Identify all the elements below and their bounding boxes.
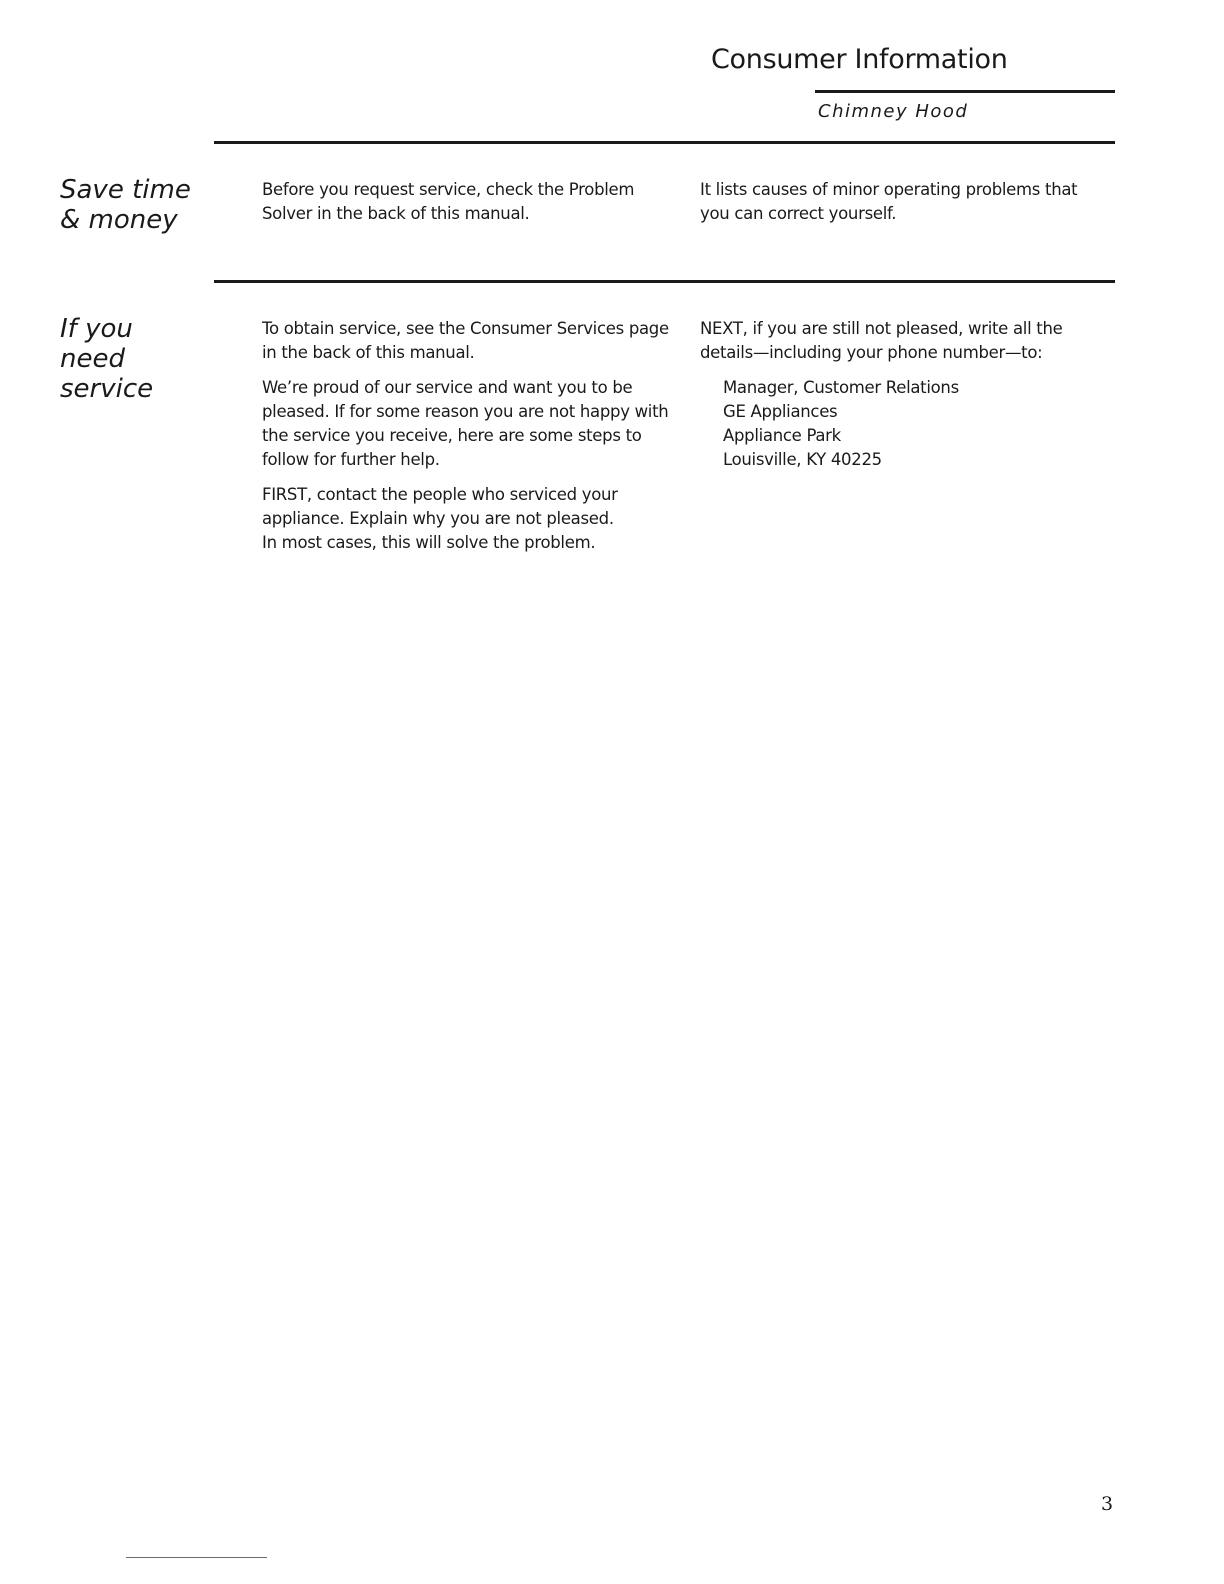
header-divider [815, 90, 1115, 93]
page-title: Consumer Information [711, 44, 1008, 75]
text-line: In most cases, this will solve the problem. [262, 533, 596, 552]
need-service-column-right [700, 317, 1120, 472]
address-line: Appliance Park [723, 426, 841, 445]
text-line: the service you receive, here are some steps to [262, 426, 642, 445]
section-heading-line: If you [60, 314, 133, 344]
text-line: NEXT, if you are still not pleased, write all the [700, 319, 1063, 338]
save-time-column-left [262, 178, 692, 237]
footer-link-underline [126, 1557, 267, 1558]
paragraph [262, 178, 692, 226]
section-heading-line: Save time [60, 175, 191, 205]
text-line: FIRST, contact the people who serviced your [262, 485, 618, 504]
paragraph [700, 178, 1120, 226]
paragraph [262, 317, 692, 365]
address-line: GE Appliances [723, 402, 838, 421]
page-number: 3 [1101, 1493, 1114, 1515]
text-line: It lists causes of minor operating problems that [700, 180, 1078, 199]
paragraph [262, 376, 692, 472]
save-time-column-right [700, 178, 1120, 237]
section-divider [214, 141, 1115, 144]
section-heading-save-time [60, 175, 210, 235]
text-line: pleased. If for some reason you are not happy with [262, 402, 669, 421]
page-subtitle: Chimney Hood [818, 101, 969, 122]
text-line: To obtain service, see the Consumer Services page [262, 319, 669, 338]
section-heading-line: & money [60, 205, 178, 235]
text-line: in the back of this manual. [262, 343, 475, 362]
need-service-column-left [262, 317, 692, 566]
section-divider [214, 280, 1115, 283]
text-line: details—including your phone number—to: [700, 343, 1043, 362]
section-heading-line: need [60, 344, 125, 374]
mailing-address [723, 376, 1120, 472]
text-line: Before you request service, check the Problem [262, 180, 635, 199]
section-heading-line: service [60, 374, 154, 404]
paragraph [700, 317, 1120, 365]
paragraph [262, 483, 692, 555]
address-line: Manager, Customer Relations [723, 378, 959, 397]
text-line: We’re proud of our service and want you to be [262, 378, 633, 397]
text-line: you can correct yourself. [700, 204, 897, 223]
text-line: Solver in the back of this manual. [262, 204, 530, 223]
address-line: Louisville, KY 40225 [723, 450, 882, 469]
section-heading-need-service [60, 314, 210, 404]
text-line: appliance. Explain why you are not pleased. [262, 509, 614, 528]
text-line: follow for further help. [262, 450, 440, 469]
